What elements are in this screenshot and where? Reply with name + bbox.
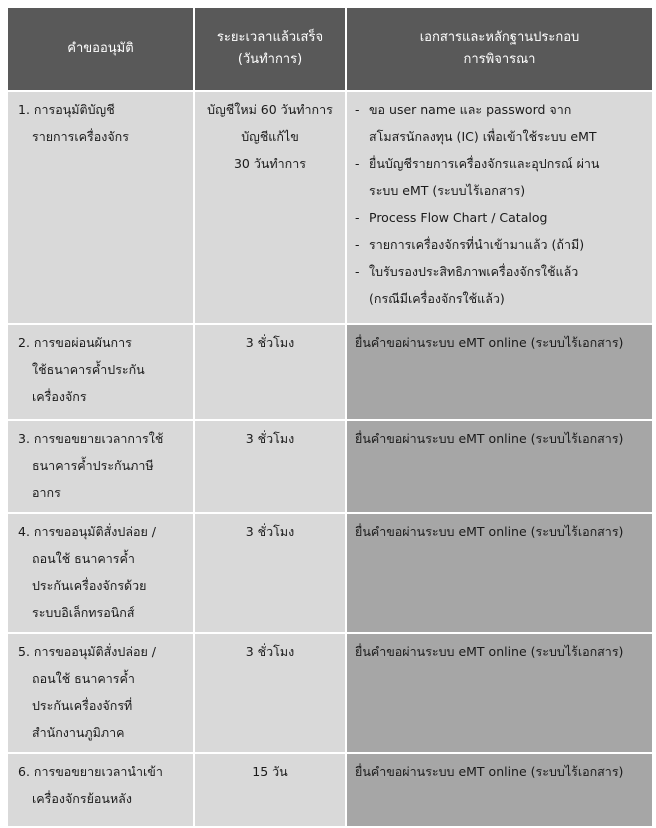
duration-cell: 3 ชั่วโมง bbox=[194, 324, 346, 420]
table-header-row bbox=[7, 7, 653, 91]
list-item: - Process Flow Chart / Catalog bbox=[355, 204, 648, 231]
approval-requirements-table bbox=[6, 6, 654, 828]
request-cell: 1. การอนุมัติบัญชี รายการเครื่องจักร bbox=[7, 91, 194, 324]
list-item: - ใบรับรองประสิทธิภาพเครื่องจักรใช้แล้ว (กรณีมีเครื่องจักรใช้แล้ว) bbox=[355, 258, 648, 312]
documents-cell: ยื่นคำขอผ่านระบบ eMT online (ระบบไร้เอกสาร) bbox=[346, 420, 653, 513]
duration-cell: 3 ชั่วโมง bbox=[194, 420, 346, 513]
documents-cell: ยื่นคำขอผ่านระบบ eMT online (ระบบไร้เอกสาร) bbox=[346, 753, 653, 827]
table-row bbox=[7, 91, 653, 324]
documents-cell: ยื่นคำขอผ่านระบบ eMT online (ระบบไร้เอกสาร) bbox=[346, 513, 653, 633]
duration-cell: 3 ชั่วโมง bbox=[194, 513, 346, 633]
documents-cell: ยื่นคำขอผ่านระบบ eMT online (ระบบไร้เอกสาร) bbox=[346, 633, 653, 753]
header-request: คำขออนุมัติ bbox=[7, 7, 194, 91]
documents-list bbox=[355, 96, 648, 312]
request-cell: 6. การขอขยายเวลานำเข้า เครื่องจักรย้อนหลัง bbox=[7, 753, 194, 827]
duration-cell: บัญชีใหม่ 60 วันทำการ บัญชีแก้ไข 30 วันทำการ bbox=[194, 91, 346, 324]
request-cell: 2. การขอผ่อนผันการ ใช้ธนาคารค้ำประกัน เครื่องจักร bbox=[7, 324, 194, 420]
table-row bbox=[7, 513, 653, 633]
list-item: - รายการเครื่องจักรที่นำเข้ามาแล้ว (ถ้ามี) bbox=[355, 231, 648, 258]
duration-cell: 15 วัน bbox=[194, 753, 346, 827]
documents-cell: ยื่นคำขอผ่านระบบ eMT online (ระบบไร้เอกสาร) bbox=[346, 324, 653, 420]
header-duration: ระยะเวลาแล้วเสร็จ (วันทำการ) bbox=[194, 7, 346, 91]
table-row bbox=[7, 633, 653, 753]
table-row bbox=[7, 753, 653, 827]
request-cell: 3. การขอขยายเวลาการใช้ ธนาคารค้ำประกันภาษี อากร bbox=[7, 420, 194, 513]
list-item: - ยื่นบัญชีรายการเครื่องจักรและอุปกรณ์ ผ่าน ระบบ eMT (ระบบไร้เอกสาร) bbox=[355, 150, 648, 204]
list-item: - ขอ user name และ password จาก สโมสรนักลงทุน (IC) เพื่อเข้าใช้ระบบ eMT bbox=[355, 96, 648, 150]
request-cell: 5. การขออนุมัติสั่งปล่อย / ถอนใช้ ธนาคารค้ำ ประกันเครื่องจักรที่ สำนักงานภูมิภาค bbox=[7, 633, 194, 753]
documents-cell bbox=[346, 91, 653, 324]
header-documents: เอกสารและหลักฐานประกอบ การพิจารณา bbox=[346, 7, 653, 91]
duration-cell: 3 ชั่วโมง bbox=[194, 633, 346, 753]
table-row bbox=[7, 324, 653, 420]
table-row bbox=[7, 420, 653, 513]
request-cell: 4. การขออนุมัติสั่งปล่อย / ถอนใช้ ธนาคารค้ำ ประกันเครื่องจักรด้วย ระบบอิเล็กทรอนิกส์ bbox=[7, 513, 194, 633]
